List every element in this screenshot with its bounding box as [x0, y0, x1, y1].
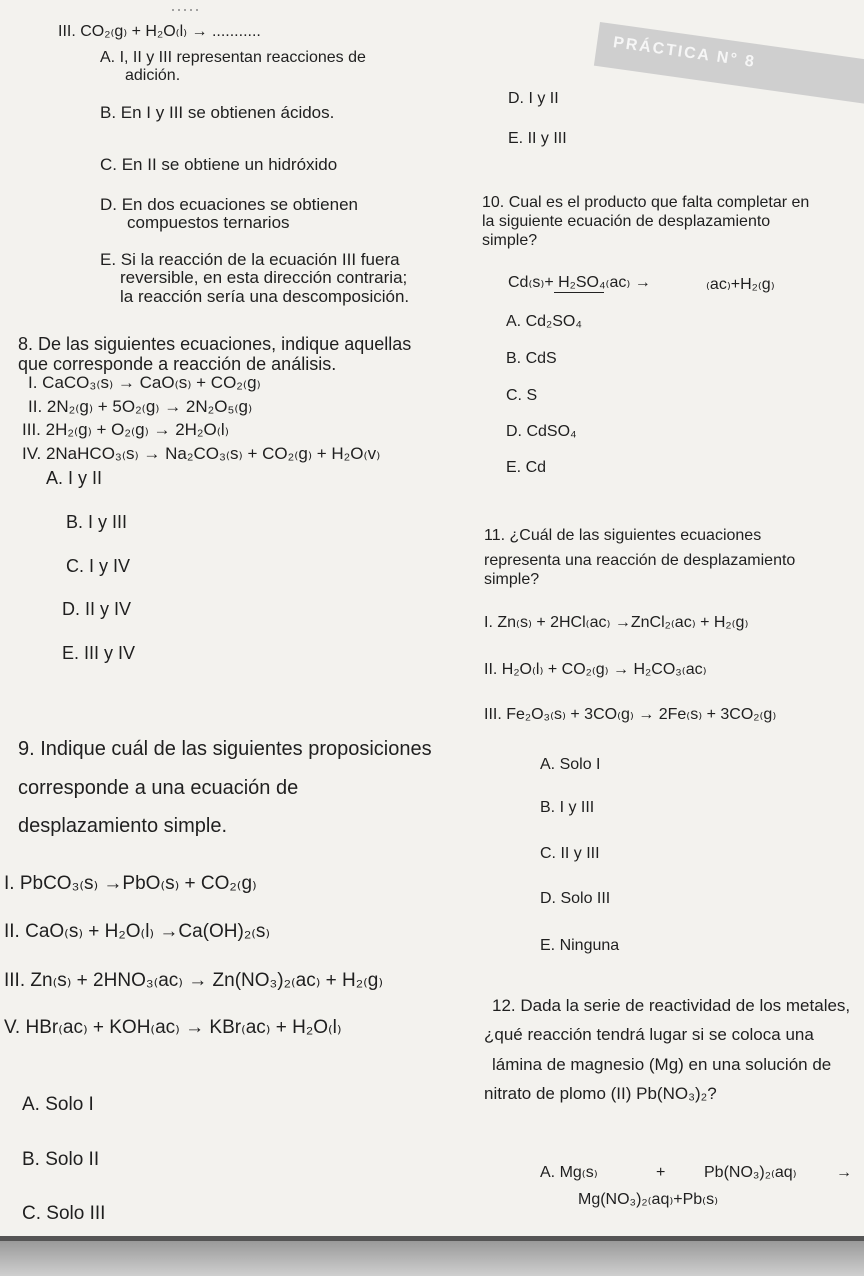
q9-option-b: B. Solo II: [22, 1149, 100, 1170]
page-bottom-shadow: [0, 1241, 864, 1276]
q9-equation-3: III. Zn₍s₎ + 2HNO₃₍ac₎ → Zn(NO₃)₂₍ac₎ + H₂₍g₎: [4, 970, 384, 991]
prev-option-b: B. En I y III se obtienen ácidos.: [100, 103, 335, 122]
q9-option-a: A. Solo I: [22, 1094, 94, 1115]
q9-stem-line1: 9. Indique cuál de las siguientes proposiciones: [18, 738, 432, 760]
prev-option-e-line3: la reacción sería una descomposición.: [120, 287, 410, 306]
q11-stem-line1: 11. ¿Cuál de las siguientes ecuaciones: [484, 527, 762, 544]
q10-answer-blank: [554, 292, 604, 293]
q7-item-3: III. CO₂₍g₎ + H₂O₍l₎ → ...........: [58, 23, 261, 40]
q12-stem-line4: nitrato de plomo (II) Pb(NO₃)₂?: [484, 1084, 717, 1103]
q10-stem-line3: simple?: [482, 232, 538, 249]
q11-equation-1: I. Zn₍s₎ + 2HCl₍ac₎ →ZnCl₂₍ac₎ + H₂₍g₎: [484, 614, 749, 631]
q11-stem-line3: simple?: [484, 571, 540, 588]
q8-equation-4: IV. 2NaHCO₃₍s₎ → Na₂CO₃₍s₎ + CO₂₍g₎ + H₂O₍v₎: [22, 444, 381, 463]
top-decoration: [155, 0, 235, 6]
prev-option-a-line1: A. I, II y III representan reacciones de: [100, 49, 366, 66]
prev-option-e-right: E. II y III: [508, 130, 567, 147]
q8-equation-1: I. CaCO₃₍s₎ → CaO₍s₎ + CO₂₍g₎: [28, 373, 261, 392]
q8-stem-line1: 8. De las siguientes ecuaciones, indique aquellas: [18, 334, 412, 354]
q11-option-a: A. Solo I: [540, 756, 601, 773]
q8-option-c: C. I y IV: [66, 556, 131, 576]
q10-stem-line1: 10. Cual es el producto que falta completar en: [482, 194, 810, 211]
q12-stem-line1: 12. Dada la serie de reactividad de los metales,: [492, 996, 851, 1015]
q8-stem-line2: que corresponde a reacción de análisis.: [18, 354, 337, 374]
q11-option-d: D. Solo III: [540, 890, 611, 907]
prev-option-d-right: D. I y II: [508, 90, 559, 107]
q8-option-a: A. I y II: [46, 468, 103, 488]
q11-option-e: E. Ninguna: [540, 937, 620, 954]
q9-equation-1: I. PbCO₃₍s₎ →PbO₍s₎ + CO₂₍g₎: [4, 873, 257, 894]
q12-stem-line2: ¿qué reacción tendrá lugar si se coloca una: [484, 1025, 814, 1044]
q10-option-b: B. CdS: [506, 350, 557, 367]
q11-equation-3: III. Fe₂O₃₍s₎ + 3CO₍g₎ → 2Fe₍s₎ + 3CO₂₍g₎: [484, 706, 777, 723]
prev-option-a-line2: adición.: [125, 67, 181, 84]
q12-stem-line3: lámina de magnesio (Mg) en una solución de: [492, 1055, 832, 1074]
q8-option-b: B. I y III: [66, 512, 128, 532]
q10-option-e: E. Cd: [506, 459, 547, 476]
prev-option-d-line1: D. En dos ecuaciones se obtienen: [100, 195, 359, 214]
q10-option-d: D. CdSO₄: [506, 423, 577, 440]
q8-equation-3: III. 2H₂₍g₎ + O₂₍g₎ → 2H₂O₍l₎: [22, 420, 229, 439]
q12-option-a-left: A. Mg₍s₎: [540, 1164, 598, 1181]
q9-stem-line2: corresponde a una ecuación de: [18, 777, 299, 799]
q8-option-e: E. III y IV: [62, 643, 136, 663]
q11-option-b: B. I y III: [540, 799, 595, 816]
q12-option-a-arrow: →: [836, 1164, 852, 1181]
q9-equation-2: II. CaO₍s₎ + H₂O₍l₎ →Ca(OH)₂₍s₎: [4, 921, 271, 942]
q10-stem-line2: la siguiente ecuación de desplazamiento: [482, 213, 771, 230]
q12-option-a-line2: Mg(NO₃)₂₍aq₎+Pb₍s₎: [578, 1191, 719, 1208]
banner-label: PRÁCTICA N° 8: [612, 34, 757, 71]
q8-option-d: D. II y IV: [62, 599, 132, 619]
q9-option-c: C. Solo III: [22, 1203, 106, 1224]
prev-option-e-line1: E. Si la reacción de la ecuación III fuera: [100, 250, 400, 269]
prev-option-c: C. En II se obtiene un hidróxido: [100, 155, 338, 174]
q11-stem-line2: representa una reacción de desplazamiento: [484, 552, 796, 569]
q9-equation-4: V. HBr₍ac₎ + KOH₍ac₎ → KBr₍ac₎ + H₂O₍l₎: [4, 1017, 342, 1038]
q10-option-c: C. S: [506, 387, 538, 404]
q10-equation-left: Cd₍s₎+ H₂SO₄₍ac₎ →: [508, 274, 651, 291]
q8-equation-2: II. 2N₂₍g₎ + 5O₂₍g₎ → 2N₂O₅₍g₎: [28, 397, 253, 416]
q10-option-a: A. Cd₂SO₄: [506, 313, 582, 330]
prev-option-d-line2: compuestos ternarios: [127, 213, 290, 232]
q12-option-a-plus: +: [656, 1164, 666, 1181]
q10-equation-right: ₍ac₎+H₂₍g₎: [706, 276, 775, 293]
practice-banner: [594, 22, 864, 107]
q11-option-c: C. II y III: [540, 845, 600, 862]
prev-option-e-line2: reversible, en esta dirección contraria;: [120, 268, 408, 287]
q11-equation-2: II. H₂O₍l₎ + CO₂₍g₎ → H₂CO₃₍ac₎: [484, 661, 707, 678]
q12-option-a-right: Pb(NO₃)₂₍aq₎: [704, 1164, 797, 1181]
q9-stem-line3: desplazamiento simple.: [18, 815, 227, 837]
